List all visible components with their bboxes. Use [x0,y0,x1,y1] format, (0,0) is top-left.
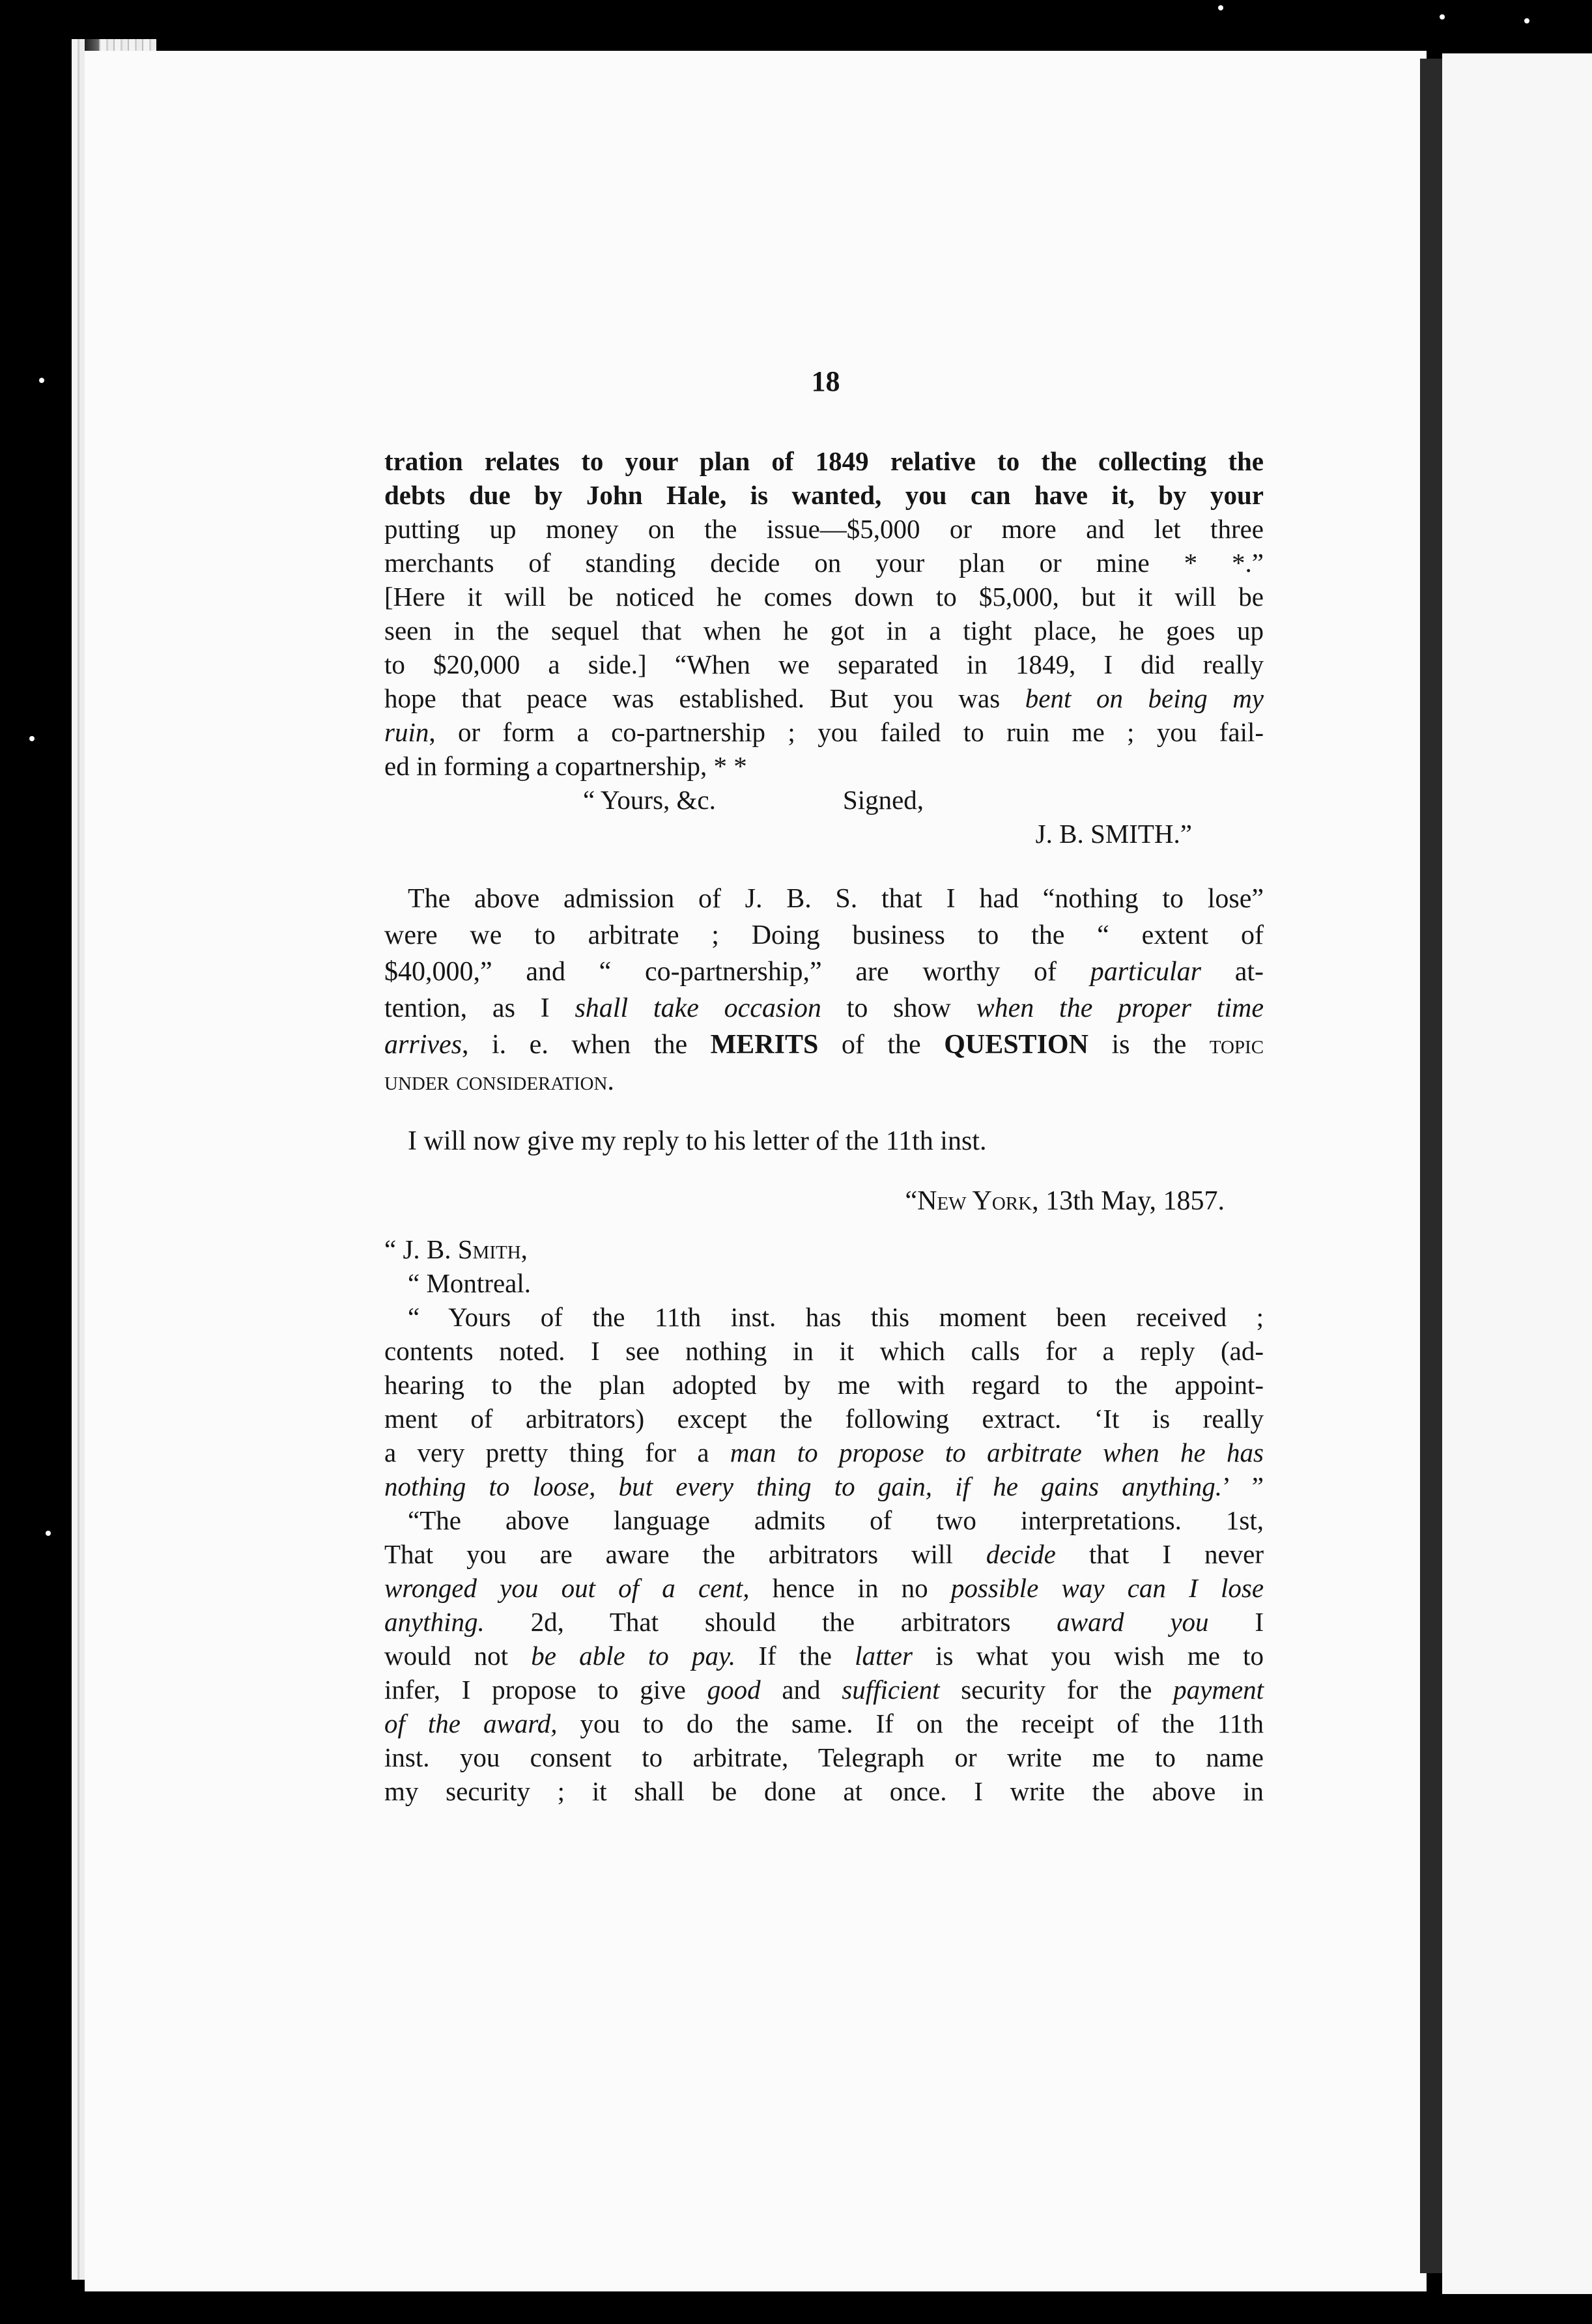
text-line: “ Yours of the 11th inst. has this moment been received ; [408,1302,1264,1332]
text-line: hearing to the plan adopted by me with regard to the appoint- [384,1370,1264,1400]
text-line: would not be able to pay. If the latter is what you wish me to [384,1641,1264,1671]
page-text [384,365,1264,1808]
reply-intro [384,1123,1264,1159]
address-city: “ Montreal. [408,1268,531,1298]
text-line: I will now give my reply to his letter of the 11th inst. [408,1126,987,1156]
text-line: wronged you out of a cent, hence in no possible way can I lose [384,1573,1264,1603]
text-line: ed in forming a copartnership, * * [384,751,747,781]
text-line: “New York, 13th May, 1857. [905,1186,1225,1216]
text-line: nothing to loose, but every thing to gain, if he gains anything.’ ” [384,1471,1264,1501]
text-line: under consideration. [384,1066,614,1096]
text-line: infer, I propose to give good and sufficient security for the payment [384,1675,1264,1705]
text-line: merchants of standing decide on your plan or mine * *.” [384,548,1264,578]
text-line: ruin, or form a co-partnership ; you failed to ruin me ; you fail- [384,717,1264,747]
signature: J. B. SMITH.” [1035,819,1192,849]
text-line: were we to arbitrate ; Doing business to the “ extent of [384,920,1264,950]
reply-letter [384,1232,1264,1808]
text-line: $40,000,” and “ co-partnership,” are worthy of particular at- [384,957,1264,987]
text-line: “The above language admits of two interpretations. 1st, [408,1505,1264,1535]
facing-page [1442,53,1592,2294]
text-line: of the award, you to do the same. If on the receipt of the 11th [384,1708,1264,1738]
text-line: That you are aware the arbitrators will decide that I never [384,1539,1264,1569]
text-line: The above admission of J. B. S. that I had “nothing to lose” [408,884,1264,914]
text-line: anything. 2d, That should the arbitrators award you I [384,1607,1264,1637]
text-line: contents noted. I see nothing in it which calls for a reply (ad- [384,1336,1264,1366]
closing-text: “ Yours, &c. [583,785,716,815]
text-line: tention, as I shall take occasion to show when the proper time [384,993,1264,1023]
text-line: putting up money on the issue—$5,000 or more and let three [384,514,1264,544]
text-line: arrives, i. e. when the MERITS of the QUESTION is the topic [384,1030,1264,1060]
text-line: debts due by John Hale, is wanted, you can have it, by your [384,480,1264,510]
text-line: a very pretty thing for a man to propose to arbitrate when he has [384,1438,1264,1467]
signed-label: Signed, [842,785,924,815]
text-line: ment of arbitrators) except the following extract. ‘It is really [384,1404,1264,1434]
dateline [384,1183,1264,1219]
text-line: [Here it will be noticed he comes down to $5,000, but it will be [384,582,1264,612]
letter-excerpt [384,444,1264,851]
text-line: seen in the sequel that when he got in a tight place, he goes up [384,616,1264,645]
text-line: my security ; it shall be done at once. I write the above in [384,1776,1264,1806]
admission-paragraph [384,881,1264,1099]
text-line: tration relates to your plan of 1849 relative to the collecting the [384,446,1264,476]
text-line: hope that peace was established. But you was bent on being my [384,683,1264,713]
text-line: inst. you consent to arbitrate, Telegraph or write me to name [384,1742,1264,1772]
facing-page-edge [1420,59,1442,2273]
page-number: 18 [811,365,840,397]
letter-closing [384,783,1264,817]
text-line: to $20,000 a side.] “When we separated in 1849, I did really [384,649,1264,679]
address-name: “ J. B. Smith, [384,1234,528,1264]
